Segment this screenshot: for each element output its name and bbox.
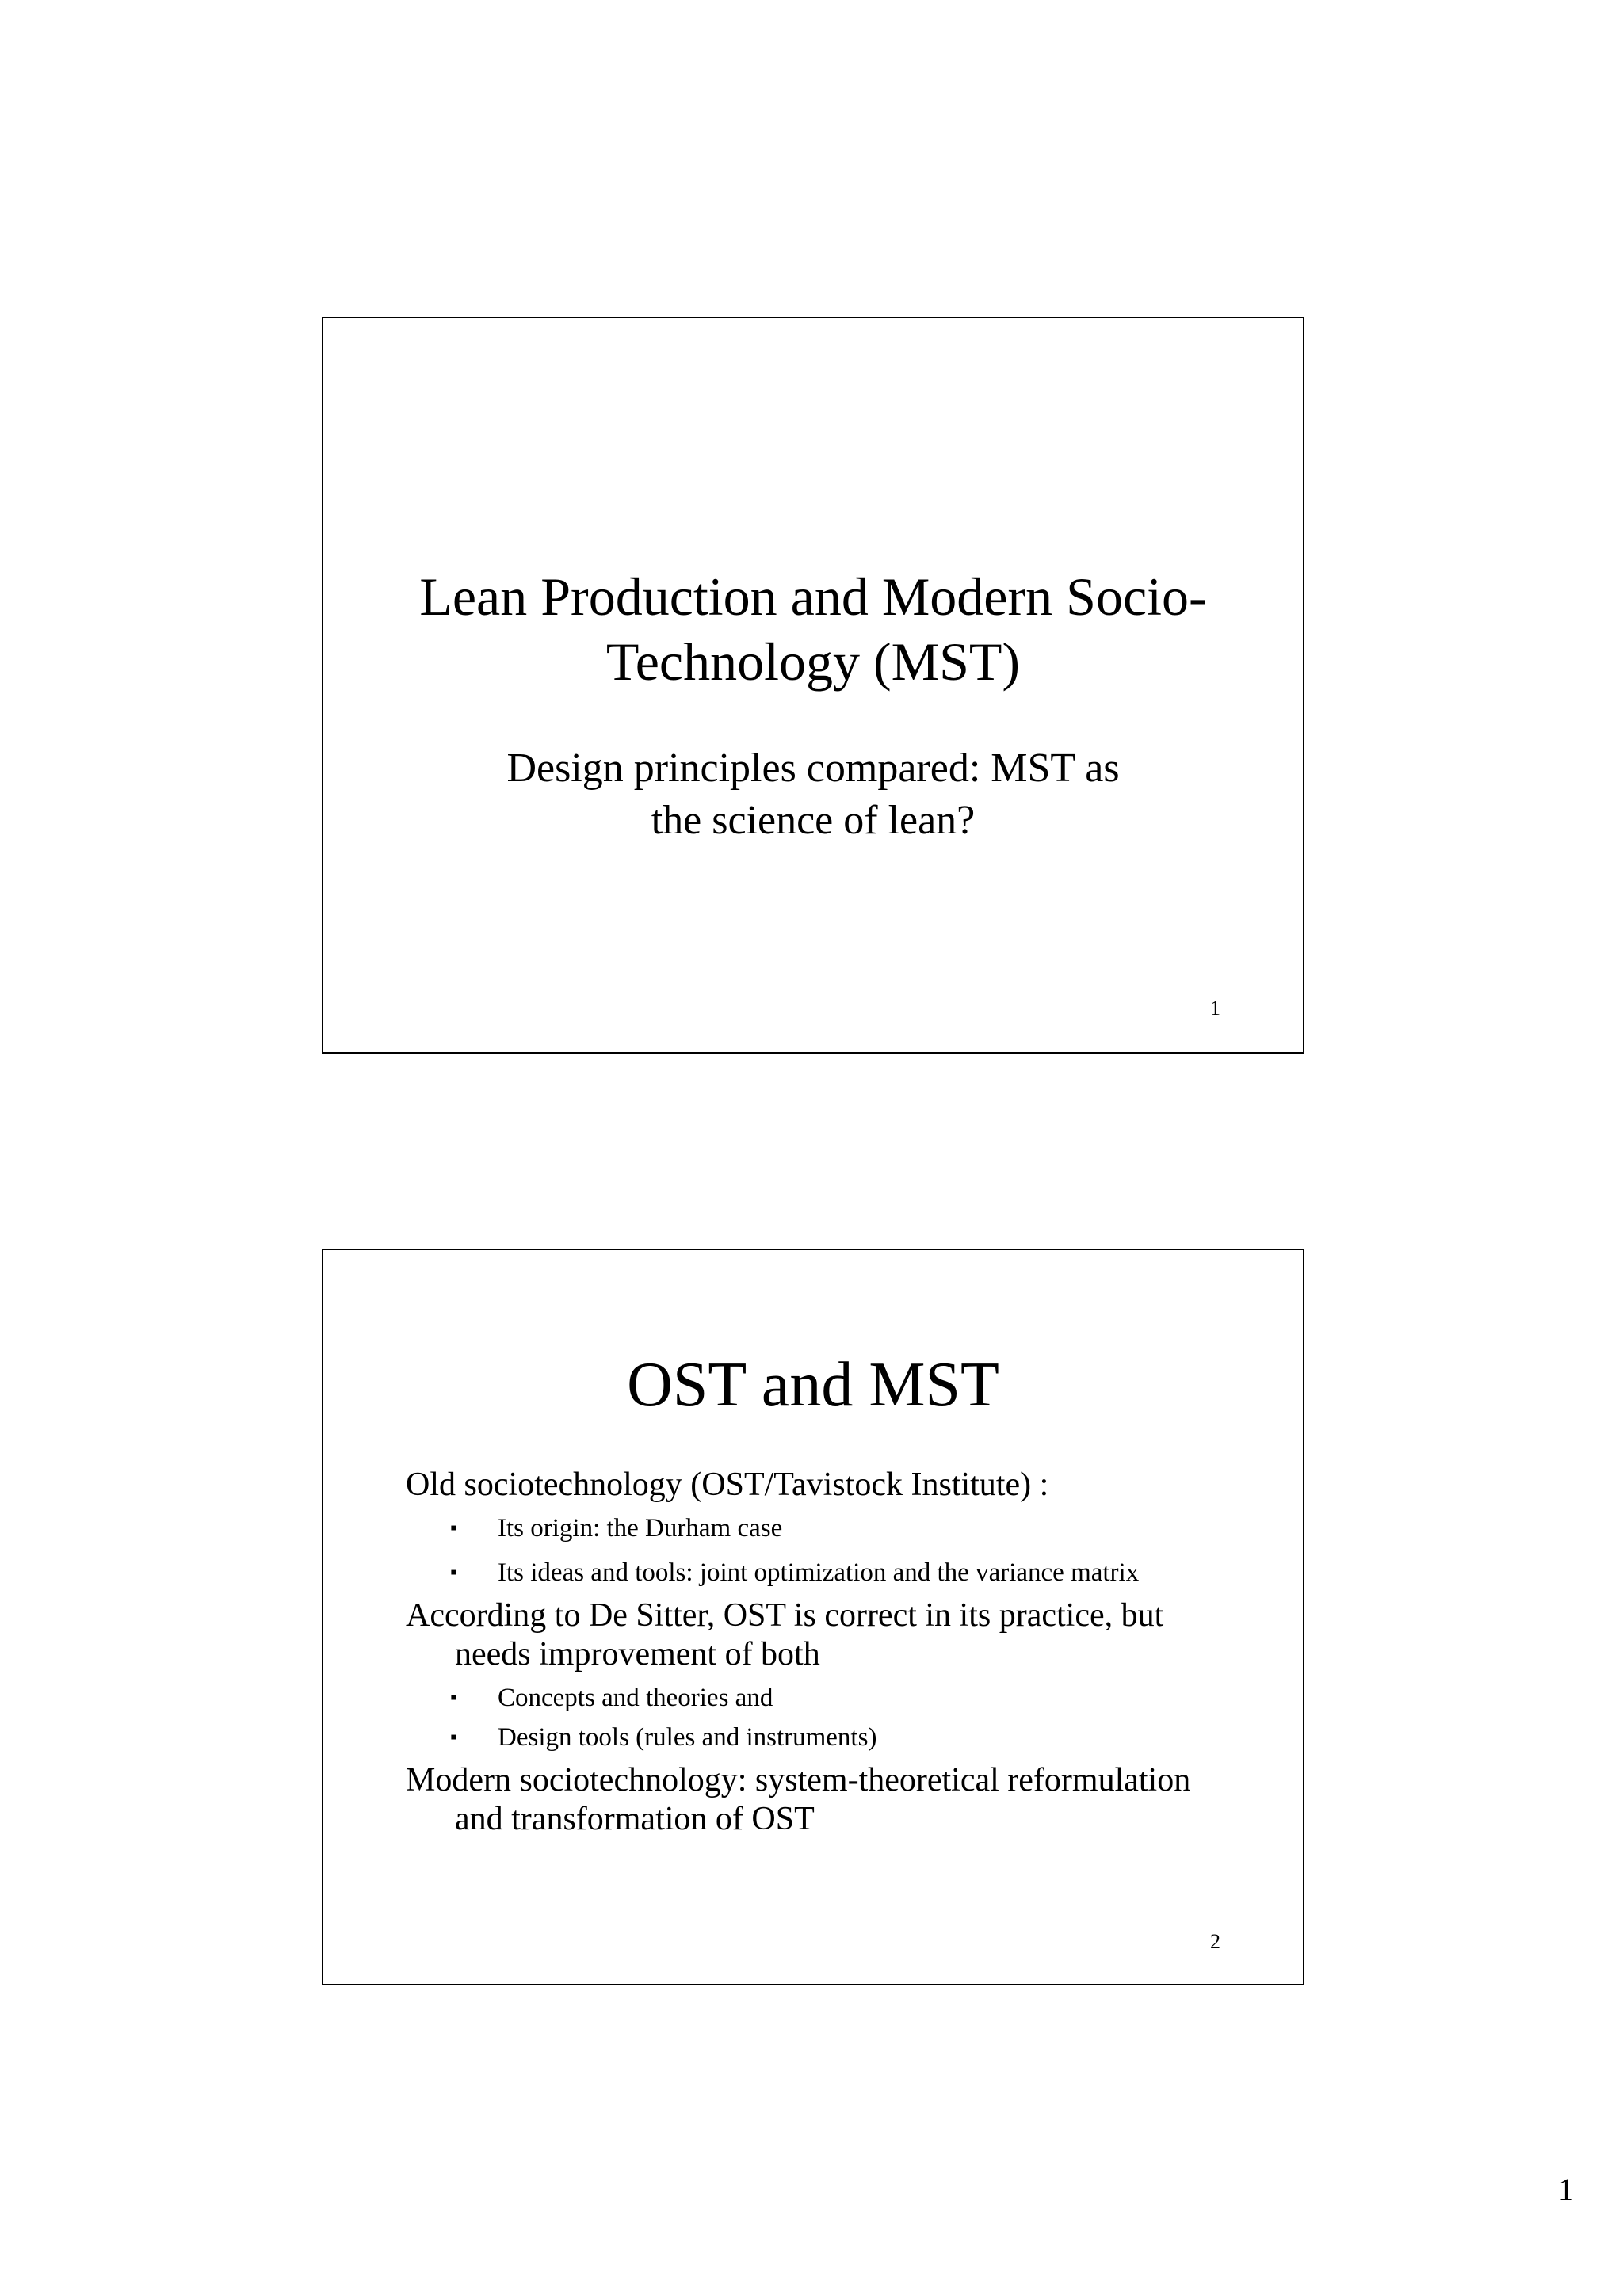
bullet-item: [406, 1761, 1246, 1839]
bullet-item-text: According to De Sitter, OST is correct in its practice, but: [406, 1597, 1164, 1634]
bullet-item-text: Modern sociotechnology: system-theoretical reformulation: [406, 1762, 1191, 1798]
square-bullet-icon: ▪: [450, 1562, 457, 1583]
slide-number: 2: [1210, 1930, 1220, 1953]
slide-subtitle-line: Design principles compared: MST as: [506, 746, 1120, 791]
square-bullet-icon: ▪: [450, 1518, 457, 1539]
square-bullet-icon: ▪: [450, 1727, 457, 1748]
sub-bullet-text: Its origin: the Durham case: [498, 1514, 783, 1543]
slide-title-line: Lean Production and Modern Socio-: [419, 566, 1207, 627]
bullet-item-continuation: needs improvement of both: [455, 1636, 820, 1672]
sub-bullet-item: [406, 1682, 1246, 1714]
bullet-item: [406, 1466, 1246, 1505]
slide-2: [322, 1249, 1304, 1985]
sub-bullet-item: [406, 1557, 1246, 1589]
slide-title: [323, 564, 1303, 694]
sub-bullet-item: [406, 1512, 1246, 1544]
bullet-item-continuation: and transformation of OST: [455, 1801, 815, 1837]
slide-1: [322, 317, 1304, 1054]
slide-subtitle: [323, 742, 1303, 847]
bullet-item-text: Old sociotechnology (OST/Tavistock Institute) :: [406, 1466, 1049, 1503]
sub-bullet-text: Concepts and theories and: [498, 1684, 773, 1712]
sub-bullet-text: Its ideas and tools: joint optimization and the variance matrix: [498, 1558, 1140, 1587]
slide-number: 1: [1210, 997, 1220, 1020]
slide-subtitle-line: the science of lean?: [651, 798, 976, 843]
slide-title-line: Technology (MST): [605, 631, 1021, 692]
sub-bullet-item: [406, 1722, 1246, 1753]
slide-body: [406, 1466, 1246, 1839]
page-number: 1: [1558, 2172, 1574, 2207]
sub-bullet-text: Design tools (rules and instruments): [498, 1723, 877, 1752]
square-bullet-icon: ▪: [450, 1688, 457, 1708]
bullet-item: [406, 1596, 1246, 1674]
slide-title: OST and MST: [627, 1350, 999, 1420]
